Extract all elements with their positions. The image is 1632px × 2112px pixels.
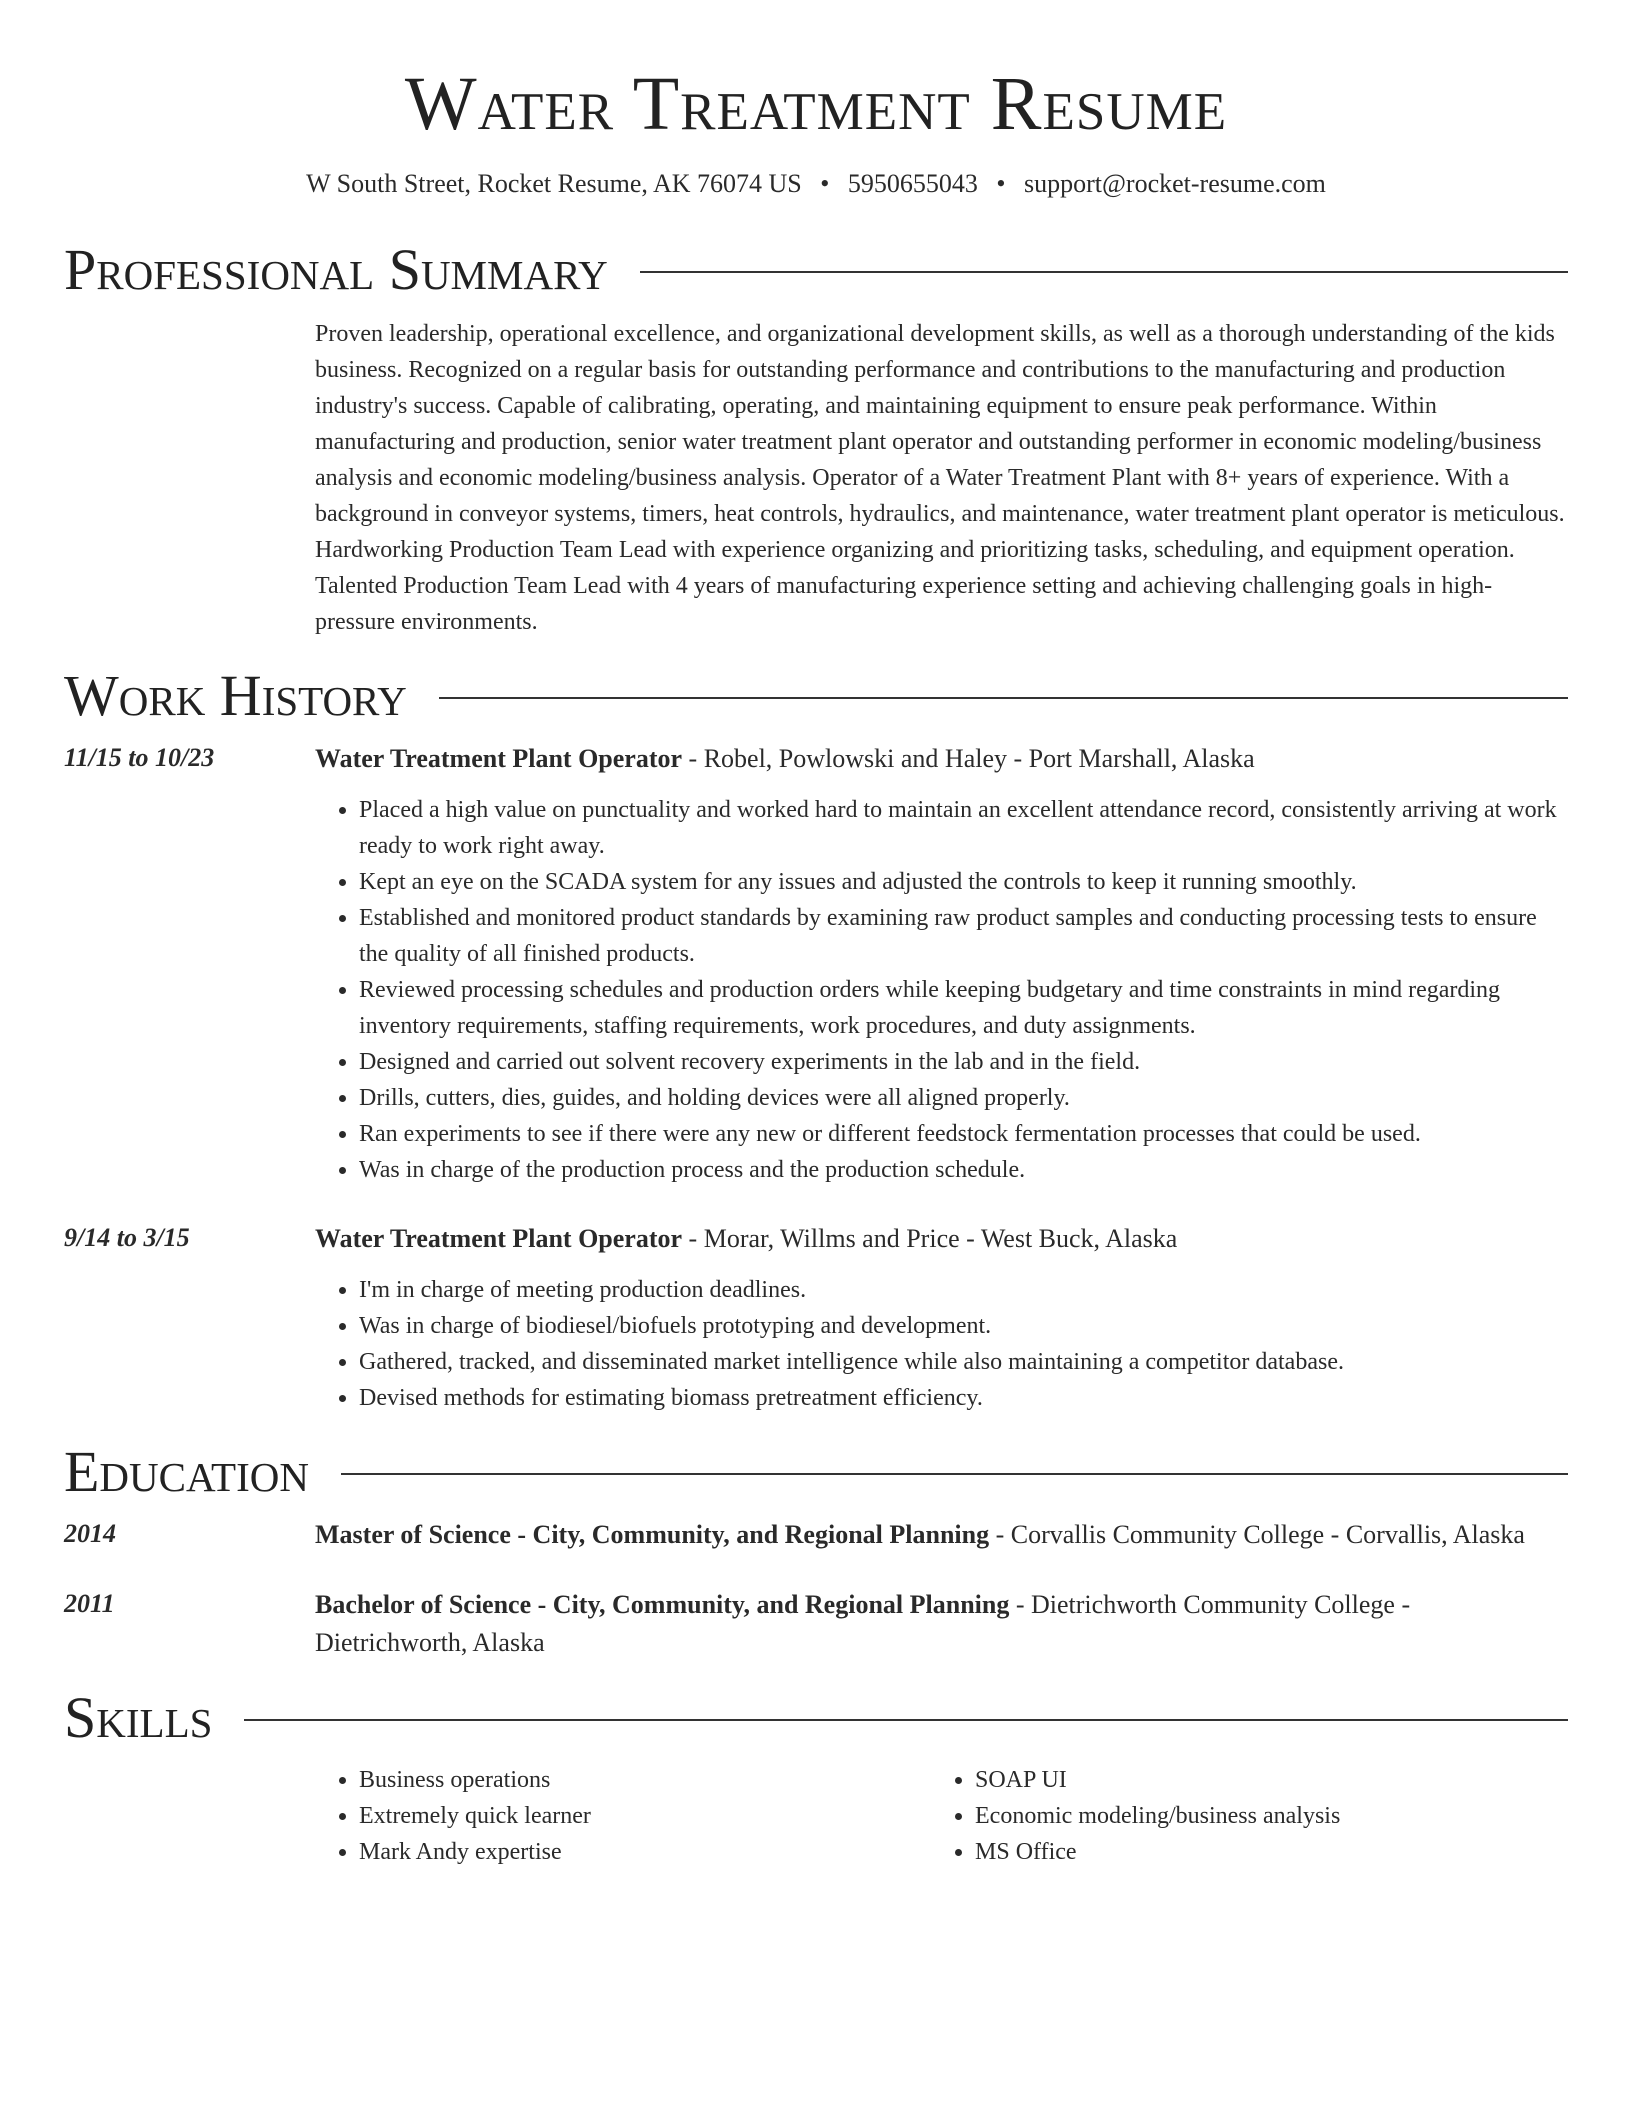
skill-item: • Mark Andy expertise: [359, 1834, 931, 1870]
summary-section-header: [64, 238, 1568, 302]
section-title-skills: Skills: [64, 1685, 213, 1750]
job-body: [315, 740, 1568, 1188]
job-dates: 9/14 to 3/15: [64, 1223, 190, 1252]
job-title: Water Treatment Plant Operator: [315, 744, 683, 773]
job-entry: [64, 740, 1568, 1188]
skill-item: • SOAP UI: [975, 1762, 1547, 1798]
skill-item: • Economic modeling/business analysis: [975, 1798, 1547, 1834]
job-bullet: • Drills, cutters, dies, guides, and holding devices were all aligned properly.: [359, 1080, 1568, 1116]
education-year: 2011: [64, 1589, 115, 1618]
section-divider: [640, 271, 1568, 273]
contact-line: [64, 166, 1568, 202]
job-bullet: • Was in charge of the production process and the production schedule.: [359, 1152, 1568, 1188]
education-entry: [64, 1586, 1568, 1662]
job-bullet: • Kept an eye on the SCADA system for any issues and adjusted the controls to keep it running smoothly.: [359, 864, 1568, 900]
skill-item: • Extremely quick learner: [359, 1798, 931, 1834]
education-details: - Dietrichworth Community College - Dietrichworth, Alaska: [315, 1590, 1411, 1657]
job-details: - Robel, Powlowski and Haley - Port Marshall, Alaska: [682, 744, 1255, 773]
contact-separator: •: [820, 169, 830, 198]
contact-separator: •: [996, 169, 1006, 198]
work-section-header: [64, 664, 1568, 728]
resume-page: [64, 0, 1568, 1870]
education-entry: [64, 1516, 1568, 1554]
job-bullets: [315, 792, 1568, 1188]
resume-title: Water Treatment Resume: [404, 62, 1228, 146]
job-title: Water Treatment Plant Operator: [315, 1224, 683, 1253]
skill-item: • Business operations: [359, 1762, 931, 1798]
education-body: [315, 1586, 1568, 1662]
skill-item: • MS Office: [975, 1834, 1547, 1870]
education-details: - Corvallis Community College - Corvallis, Alaska: [989, 1520, 1525, 1549]
job-bullet: • Devised methods for estimating biomass pretreatment efficiency.: [359, 1380, 1568, 1416]
contact-email: support@rocket-resume.com: [1023, 169, 1326, 198]
section-title-education: Education: [64, 1439, 309, 1504]
job-body: [315, 1220, 1568, 1416]
education-headline: [315, 1516, 1568, 1554]
section-divider: [341, 1473, 1568, 1475]
contact-address: W South Street, Rocket Resume, AK 76074 US: [306, 169, 802, 198]
section-divider: [244, 1719, 1568, 1721]
skills-section-header: [64, 1686, 1568, 1750]
job-bullet: • Established and monitored product standards by examining raw product samples and conducting processing tests to ensure the quality of all finished products.: [359, 900, 1568, 972]
job-headline: [315, 1220, 1568, 1258]
education-body: [315, 1516, 1568, 1554]
education-degree: Master of Science - City, Community, and Regional Planning: [315, 1520, 990, 1549]
education-section-header: [64, 1440, 1568, 1504]
education-headline: [315, 1586, 1568, 1662]
education-degree: Bachelor of Science - City, Community, and Regional Planning: [315, 1590, 1010, 1619]
skills-list: [315, 1762, 1568, 1870]
job-bullet: • I'm in charge of meeting production deadlines.: [359, 1272, 1568, 1308]
job-bullet: • Gathered, tracked, and disseminated market intelligence while also maintaining a competitor database.: [359, 1344, 1568, 1380]
job-headline: [315, 740, 1568, 778]
job-bullet: • Placed a high value on punctuality and worked hard to maintain an excellent attendance record, consistently arriving at work ready to work right away.: [359, 792, 1568, 864]
skills-column-left: [315, 1762, 931, 1870]
job-bullet: • Ran experiments to see if there were any new or different feedstock fermentation processes that could be used.: [359, 1116, 1568, 1152]
section-title-work: Work History: [64, 663, 407, 728]
job-entry: [64, 1220, 1568, 1416]
job-bullet: • Reviewed processing schedules and production orders while keeping budgetary and time constraints in mind regarding inventory requirements, staffing requirements, work procedures, and duty assignments.: [359, 972, 1568, 1044]
contact-phone: 5950655043: [847, 169, 978, 198]
summary-text: Proven leadership, operational excellence, and organizational development skills, as well as a thorough understanding of the kids business. Recognized on a regular basis for outstanding performance and contributions to the manufacturing and production industry's success. Capable of calibrating, operating, and maintaining equipment to ensure peak performance. Within manufacturing and production, senior water treatment plant operator and outstanding performer in economic modeling/business analysis and economic modeling/business analysis. Operator of a Water Treatment Plant with 8+ years of experience. With a background in conveyor systems, timers, heat controls, hydraulics, and maintenance, water treatment plant operator is meticulous. Hardworking Production Team Lead with experience organizing and prioritizing tasks, scheduling, and equipment operation. Talented Production Team Lead with 4 years of manufacturing experience setting and achieving challenging goals in high-pressure environments.: [315, 321, 1565, 635]
job-details: - Morar, Willms and Price - West Buck, Alaska: [682, 1224, 1178, 1253]
job-dates: 11/15 to 10/23: [64, 743, 215, 772]
education-year: 2014: [64, 1519, 116, 1548]
section-title-summary: Professional Summary: [64, 237, 608, 302]
job-bullet: • Was in charge of biodiesel/biofuels prototyping and development.: [359, 1308, 1568, 1344]
job-bullets: [315, 1272, 1568, 1416]
job-bullet: • Designed and carried out solvent recovery experiments in the lab and in the field.: [359, 1044, 1568, 1080]
section-divider: [439, 697, 1568, 699]
skills-column-right: [931, 1762, 1547, 1870]
